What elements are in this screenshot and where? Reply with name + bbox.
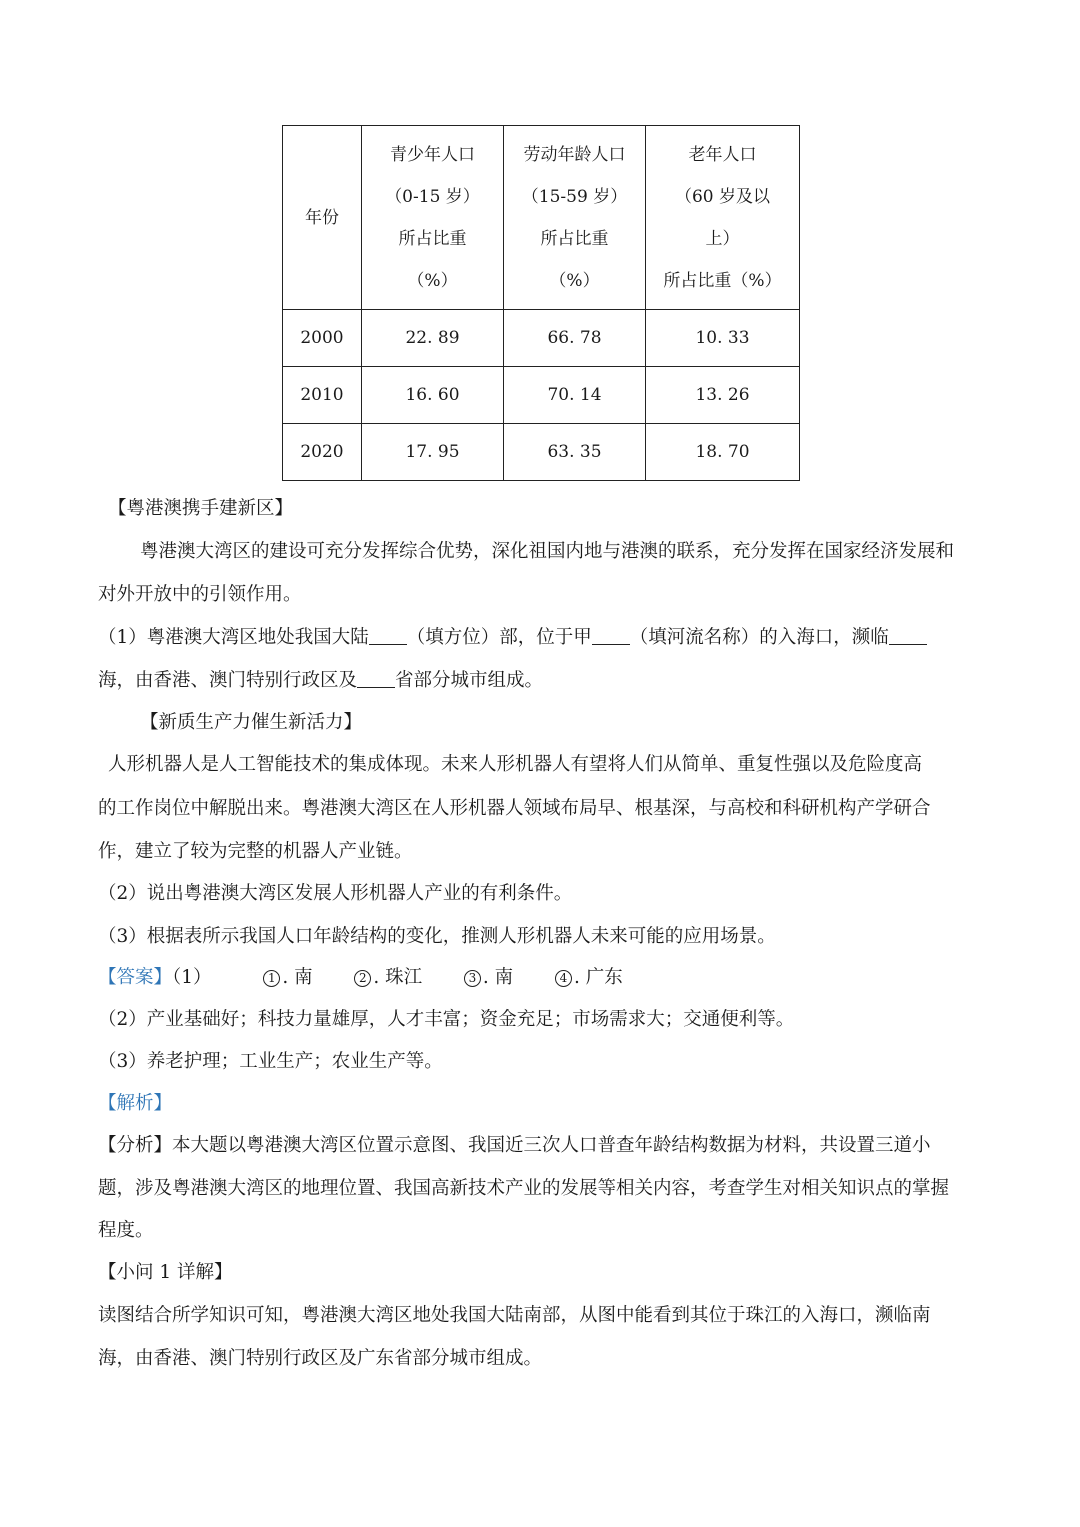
table-header-row <box>283 126 800 310</box>
question-1-line: 海，由香港、澳门特别行政区及 省部分城市组成。 <box>98 670 544 691</box>
section2-para-line: 作，建立了较为完整的机器人产业链。 <box>98 841 413 862</box>
table-cell: 10. 33 <box>646 310 800 367</box>
table-cell: 18. 70 <box>646 424 800 481</box>
table-cell: 2010 <box>283 367 362 424</box>
table-cell: 2000 <box>283 310 362 367</box>
table-cell: 2020 <box>283 424 362 481</box>
analysis-label: 【解析】 <box>98 1093 173 1114</box>
table-cell: 13. 26 <box>646 367 800 424</box>
section2-para-line: 的工作岗位中解脱出来。粤港澳大湾区在人形机器人领域布局早、根基深，与高校和科研机构产学研合 <box>98 798 931 819</box>
population-table <box>282 125 800 481</box>
circled-number: 2 <box>354 970 371 987</box>
detail-line: 读图结合所学知识可知，粤港澳大湾区地处我国大陆南部，从图中能看到其位于珠江的入海口，濒临南 <box>98 1305 931 1326</box>
answer-3: （3）养老护理；工业生产；农业生产等。 <box>98 1051 443 1072</box>
header-youth: 青少年人口 （0-15 岁） 所占比重 （%） <box>362 126 504 310</box>
answer-blank[interactable] <box>357 671 395 688</box>
table-cell: 22. 89 <box>362 310 504 367</box>
analysis-line: 程度。 <box>98 1220 154 1241</box>
question-2: （2）说出粤港澳大湾区发展人形机器人产业的有利条件。 <box>98 883 573 904</box>
answer-label: 【答案】 <box>98 967 173 988</box>
table-row <box>283 310 800 367</box>
detail-title: 【小问 1 详解】 <box>98 1262 233 1283</box>
circled-number: 1 <box>263 970 280 987</box>
table-row <box>283 367 800 424</box>
answer-blank[interactable] <box>592 628 630 645</box>
analysis-line: 【分析】本大题以粤港澳大湾区位置示意图、我国近三次人口普查年龄结构数据为材料，共设置三道小 <box>98 1135 931 1156</box>
section1-para-line: 粤港澳大湾区的建设可充分发挥综合优势，深化祖国内地与港澳的联系，充分发挥在国家经济发展和 <box>140 541 955 562</box>
circled-number: 3 <box>464 970 481 987</box>
header-elderly: 老年人口 （60 岁及以 上） 所占比重（%） <box>646 126 800 310</box>
table-cell: 17. 95 <box>362 424 504 481</box>
section1-title: 【粤港澳携手建新区】 <box>108 498 294 519</box>
detail-line: 海，由香港、澳门特别行政区及广东省部分城市组成。 <box>98 1348 543 1369</box>
table-cell: 63. 35 <box>504 424 646 481</box>
section1-para-line: 对外开放中的引领作用。 <box>98 584 302 605</box>
answer-blank[interactable] <box>889 628 927 645</box>
answer-line-1: 【答案】（1） 1 . 南 2 . 珠江 3 . 南 4 . 广东 <box>98 967 623 988</box>
section2-para-line: 人形机器人是人工智能技术的集成体现。未来人形机器人有望将人们从简单、重复性强以及危险度高 <box>108 754 923 775</box>
header-year: 年份 <box>283 126 362 310</box>
section2-title: 【新质生产力催生新活力】 <box>140 712 363 733</box>
table-cell: 66. 78 <box>504 310 646 367</box>
question-1-line: （1）粤港澳大湾区地处我国大陆 （填方位）部，位于甲 （填河流名称）的入海口，濒临 <box>98 623 927 649</box>
answer-blank[interactable] <box>369 628 407 645</box>
table-cell: 16. 60 <box>362 367 504 424</box>
table-row <box>283 424 800 481</box>
analysis-line: 题，涉及粤港澳大湾区的地理位置、我国高新技术产业的发展等相关内容，考查学生对相关知识点的掌握 <box>98 1178 950 1199</box>
answer-2: （2）产业基础好；科技力量雄厚，人才丰富；资金充足；市场需求大；交通便利等。 <box>98 1009 795 1030</box>
table-cell: 70. 14 <box>504 367 646 424</box>
header-working-age: 劳动年龄人口 （15-59 岁） 所占比重 （%） <box>504 126 646 310</box>
circled-number: 4 <box>555 970 572 987</box>
question-3: （3）根据表所示我国人口年龄结构的变化，推测人形机器人未来可能的应用场景。 <box>98 926 776 947</box>
